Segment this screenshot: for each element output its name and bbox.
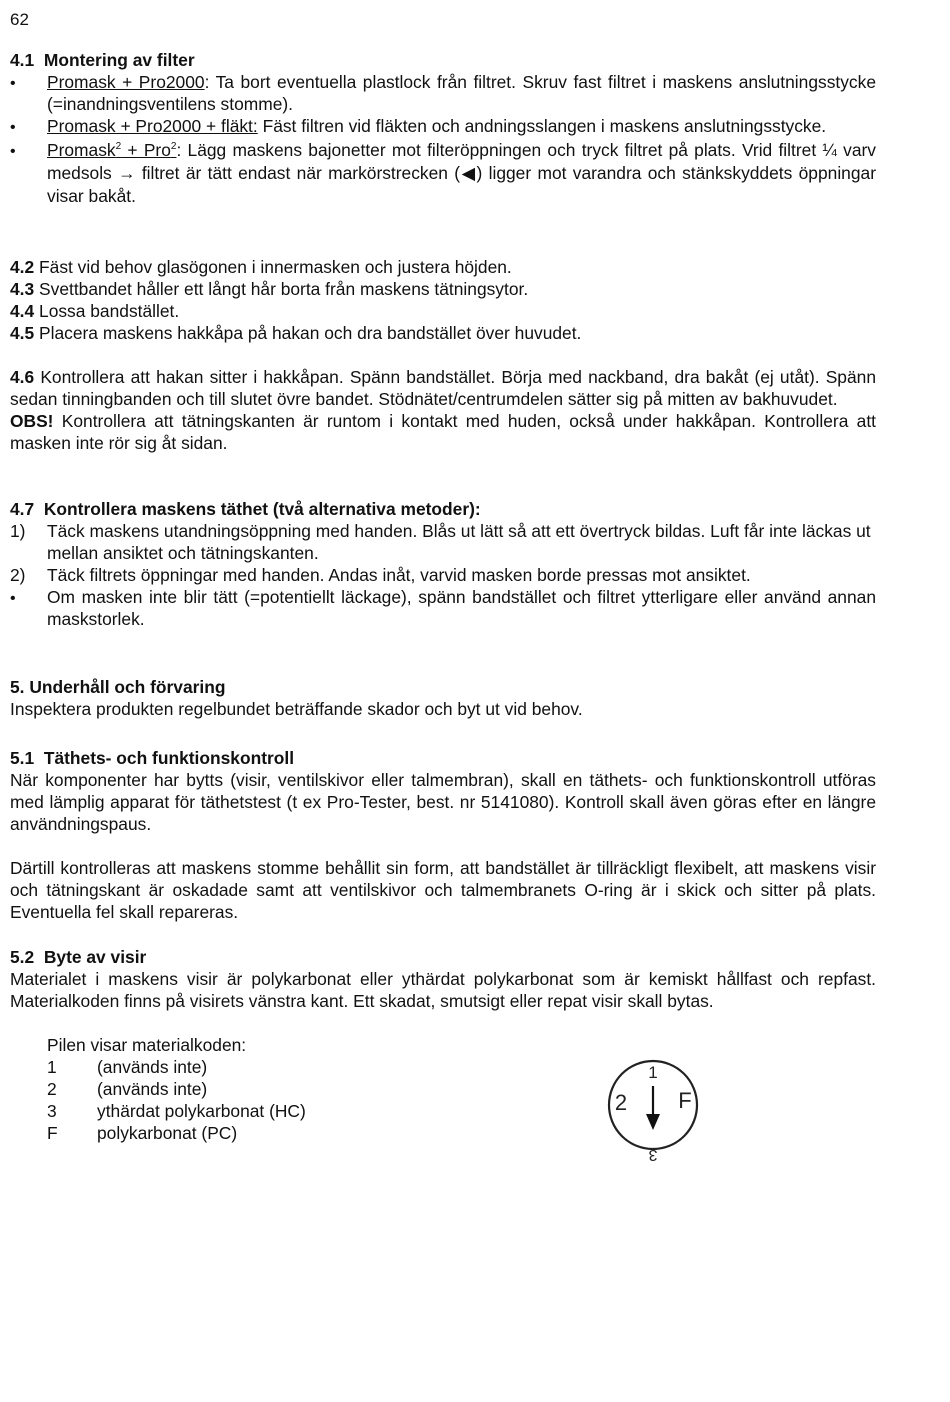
step-4-2: 4.2 Fäst vid behov glasögonen i innermasken och justera höjden. — [10, 257, 512, 277]
bullet-icon — [10, 115, 47, 139]
section-number: 4.7 — [10, 499, 35, 519]
section-5-2 — [10, 946, 876, 1012]
section-text: Inspektera produkten regelbundet beträffande skador och byt ut vid behov. — [10, 699, 583, 719]
table-row: F polykarbonat (PC) — [47, 1123, 238, 1143]
section-title: Montering av filter — [43, 50, 195, 70]
item-number: 1) — [10, 521, 26, 541]
numbered-item — [10, 564, 876, 586]
marker-triangle-icon: ◀ — [460, 163, 477, 183]
step-4-5: 4.5 Placera maskens hakkåpa på hakan och dra bandstället över huvudet. — [10, 323, 582, 343]
section-title: Kontrollera maskens täthet (två alternativa metoder): — [43, 499, 481, 519]
bullet-item — [10, 139, 876, 208]
dial-label-top: 1 — [648, 1063, 658, 1082]
bullet-item — [10, 115, 876, 137]
section-title: 5.1 Täthets- och funktionskontroll — [10, 748, 295, 768]
step-4-3: 4.3 Svettbandet håller ett långt hår borta från maskens tätningsytor. — [10, 279, 529, 299]
numbered-item — [10, 520, 876, 564]
section-title: 5. Underhåll och förvaring — [10, 677, 226, 697]
section-4-2-to-4-5 — [10, 256, 876, 344]
bullet-icon — [10, 586, 47, 610]
bullet-text: Fäst filtren vid fläkten och andningsslangen i maskens anslutningsstycke. — [257, 116, 827, 136]
arrow-right-icon: → — [118, 163, 136, 183]
bullet-text: : Ta bort eventuella plastlock från filtret. Skruv fast filtret i maskens anslutningsstycke (=inandningsventilens stomme). — [47, 72, 876, 114]
paragraph: När komponenter har bytts (visir, ventilskivor eller talmembran), skall en täthets- och funktionskontroll utföras med lämplig apparat för täthetstest (t ex Pro-Tester, best. nr 5141080). Kontroll skall även göras efter en längre användningspaus. — [10, 770, 876, 834]
bullet-item — [10, 71, 876, 115]
bullet-icon — [10, 139, 47, 163]
page-number: 62 — [10, 10, 29, 29]
bullet-text: Om masken inte blir tätt (=potentiellt läckage), spänn bandstället och filtret ytterligare eller använd annan maskstorlek. — [47, 587, 876, 629]
material-code-dial-icon — [606, 1058, 700, 1163]
section-5-1 — [10, 747, 876, 923]
dial-label-bottom: 3 — [648, 1146, 658, 1163]
bullet-icon — [10, 71, 47, 95]
section-4-7 — [10, 498, 876, 630]
paragraph: Materialet i maskens visir är polykarbonat eller ythärdat polykarbonat som är kemiskt hållfast och repfast. Materialkoden finns på visirets vänstra kant. Ett skadat, smutsigt eller repat visir skall bytas. — [10, 969, 876, 1011]
section-4-1 — [10, 49, 876, 208]
table-row: 3 ythärdat polykarbonat (HC) — [47, 1101, 306, 1121]
section-number: 4.1 — [10, 50, 35, 70]
material-code-table — [47, 1034, 306, 1144]
bullet-text: : Lägg maskens bajonetter mot filteröppningen och tryck filtret på plats. Vrid filtret ¼ varv medsols — [47, 140, 876, 183]
bullet-text: ) ligger mot varandra och stänkskyddets öppningar visar bakåt. — [47, 163, 876, 206]
table-row: 1 (används inte) — [47, 1057, 208, 1077]
bullet-text: filtret är tätt endast när markörstrecken ( — [135, 163, 461, 183]
section-5 — [10, 676, 876, 720]
table-row: 2 (används inte) — [47, 1079, 208, 1099]
dial-label-right: F — [678, 1088, 692, 1113]
table-title: Pilen visar materialkoden: — [47, 1035, 247, 1055]
product-label: Promask$^2$ + Pro$^2$ — [47, 140, 177, 160]
product-label: Promask + Pro2000 — [47, 72, 205, 92]
item-text: Täck filtrets öppningar med handen. Andas inåt, varvid masken borde pressas mot ansiktet. — [47, 565, 751, 585]
paragraph: Därtill kontrolleras att maskens stomme behållit sin form, att bandstället är tillräckligt flexibelt, att maskens visir och tätningskant är oskadade samt att ventilskivor och talmembranets O-ring är i skick och sitter på plats. Eventuella fel skall repareras. — [10, 858, 876, 922]
bullet-item — [10, 586, 876, 630]
step-4-4: 4.4 Lossa bandstället. — [10, 301, 180, 321]
dial-label-left: 2 — [614, 1090, 628, 1115]
step-4-6: 4.6 Kontrollera att hakan sitter i hakkåpan. Spänn bandstället. Börja med nackband, dra bakåt (ej utåt). Spänn sedan tinningbanden och till slutet övre bandet. Stödnätet/centrumdelen sätter sig på mitten av bakhuvudet. — [10, 367, 876, 409]
product-label: Promask + Pro2000 + fläkt: — [47, 116, 258, 136]
section-title: 5.2 Byte av visir — [10, 947, 147, 967]
section-4-6 — [10, 366, 876, 454]
obs-note: OBS! Kontrollera att tätningskanten är runtom i kontakt med huden, också under hakkåpan. Kontrollera att masken inte rör sig åt sidan. — [10, 411, 876, 453]
item-number: 2) — [10, 565, 26, 585]
item-text: Täck maskens utandningsöppning med handen. Blås ut lätt så att ett övertryck bildas. Luft får inte läckas ut mellan ansiktet och tätningskanten. — [47, 521, 871, 563]
